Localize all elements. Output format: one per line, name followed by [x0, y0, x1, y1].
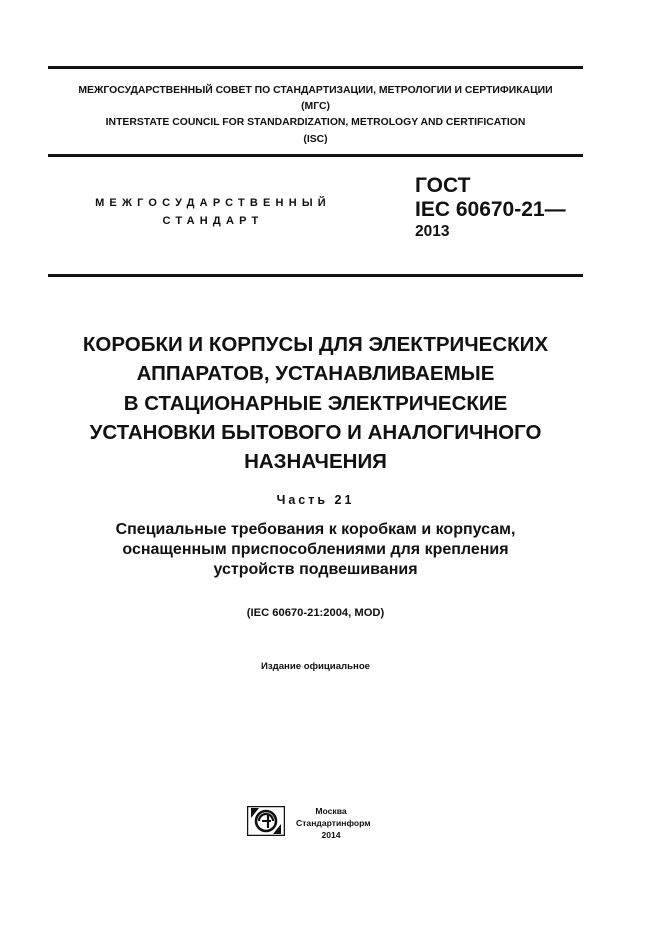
publisher-city: Москва: [315, 806, 347, 816]
publisher-year: 2014: [321, 830, 341, 840]
iec-reference: (IEC 60670-21:2004, MOD): [246, 607, 385, 619]
publisher-name: Стандартинформ: [296, 818, 371, 828]
header-rule: [48, 154, 583, 157]
standard-kind-line-1: МЕЖГОСУДАРСТВЕННЫЙ: [95, 197, 331, 209]
designation-rule: [48, 274, 583, 277]
council-header: [48, 83, 583, 148]
standard-designation: [415, 174, 566, 242]
document-subtitle: [40, 520, 591, 580]
edition-note: Издание официальное: [260, 661, 371, 672]
standard-kind: [48, 194, 378, 230]
part-number: Часть 21: [276, 493, 355, 507]
title-line: АППАРАТОВ, УСТАНАВЛИВАЕМЫЕ: [136, 362, 495, 386]
title-line: УСТАНОВКИ БЫТОВОГО И АНАЛОГИЧНОГО: [89, 420, 542, 444]
council-abbr-ru: (МГС): [301, 101, 330, 113]
subtitle-line: устройств подвешивания: [213, 561, 418, 578]
title-line: КОРОБКИ И КОРПУСЫ ДЛЯ ЭЛЕКТРИЧЕСКИХ: [82, 333, 549, 356]
standartinform-logo-icon: [247, 806, 285, 836]
standard-number: IEC 60670-21—: [415, 198, 566, 221]
publisher-block: [296, 805, 371, 841]
standard-year: 2013: [415, 223, 450, 240]
title-line: НАЗНАЧЕНИЯ: [244, 450, 387, 474]
subtitle-line: оснащенным приспособлениями для крепления: [122, 541, 509, 558]
top-rule: [48, 66, 583, 69]
title-line: В СТАЦИОНАРНЫЕ ЭЛЕКТРИЧЕСКИЕ: [123, 391, 508, 415]
council-name-en: INTERSTATE COUNCIL FOR STANDARDIZATION, METROLOGY AND CERTIFICATION: [105, 117, 526, 129]
gost-label: ГОСТ: [415, 174, 471, 197]
document-title: [40, 330, 591, 476]
council-name-ru: МЕЖГОСУДАРСТВЕННЫЙ СОВЕТ ПО СТАНДАРТИЗАЦИИ, МЕТРОЛОГИИ И СЕРТИФИКАЦИИ: [78, 85, 553, 96]
standard-kind-line-2: СТАНДАРТ: [162, 215, 264, 227]
council-abbr-en: (ISC): [303, 133, 328, 145]
subtitle-line: Специальные требования к коробкам и корпусам,: [115, 521, 516, 538]
